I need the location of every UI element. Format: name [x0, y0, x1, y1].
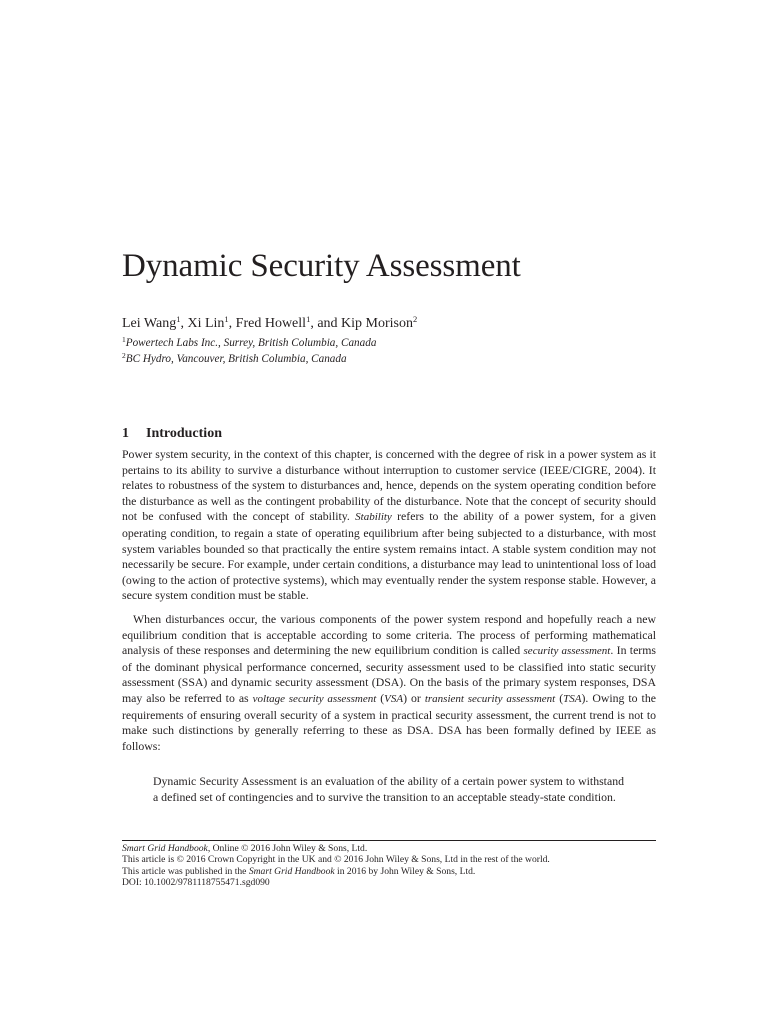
footer-doi: DOI: 10.1002/9781118755471.sgd090 — [122, 877, 270, 889]
paragraph-text: ). Owing to the requirements of ensuring overall security of a system in practical security assessment, the current trend is not to make such distinctions by generally referring to these as DSA. DSA has been formally defined by IEEE as follows: — [122, 690, 656, 753]
article-title: Dynamic Security Assessment — [122, 248, 521, 284]
author-name: Fred Howell — [235, 316, 307, 331]
body-paragraph-2 — [122, 612, 656, 754]
paragraph-text: ( — [376, 690, 385, 705]
page-footer — [122, 843, 656, 889]
paragraph-text: refers to the ability of a power system, for a given operating condition, to regain a state of operating equilibrium after being subjected to a disturbance, with most system variables bounded so that practically the entire system remains intact. A stable system condition may not necessarily be secure. For example, under certain conditions, a disturbance may lead to unintentional loss of load (owing to the action of protective systems), which may eventually render the system response stable. However, a secure system condition must be stable. — [122, 509, 656, 603]
author-name: Kip Morison — [341, 316, 413, 331]
affiliation-marker: 1 — [306, 314, 311, 324]
paragraph-text: Power system security, in the context of this chapter, is concerned with the degree of risk in a power system as it pertains to its ability to survive a disturbance without interruption to customer service (IEEE/CIGRE, 2004). It relates to robustness of the system to disturbances and, hence, depends on the system operating condition before the disturbance as well as the contingent probability of the disturbance. Note that the concept of security should not be confused with the concept of stability. — [122, 447, 656, 524]
author-name: Xi Lin — [187, 316, 225, 331]
affiliation-text: BC Hydro, Vancouver, British Columbia, Canada — [125, 353, 347, 365]
paragraph-text: When disturbances occur, the various components of the power system respond and hopefully reach a new equilibrium condition that is acceptable according to some criteria. The process of performing mathematical analysis of these responses and determining the new equilibrium condition is called — [122, 612, 656, 658]
author-separator: , — [180, 316, 188, 331]
affiliation-mark: 2 — [122, 351, 126, 360]
affiliation-1 — [122, 336, 376, 350]
paragraph-text: . In terms of the dominant physical performance concerned, security assessment used to be classified into static security assessment (SSA) and dynamic security assessment (DSA). On the basis of the primary system responses, DSA may also be referred to as — [122, 643, 657, 705]
affiliation-text: Powertech Labs Inc., Surrey, British Columbia, Canada — [125, 337, 377, 349]
footer-text: , Online © 2016 John Wiley & Sons, Ltd. — [207, 843, 368, 854]
section-heading — [122, 425, 222, 443]
paragraph-text: ) or — [403, 690, 425, 705]
footer-text: This article was published in the — [122, 865, 249, 877]
author-separator: , — [228, 316, 236, 331]
italic-term: security assessment — [523, 645, 611, 658]
definition-quote: Dynamic Security Assessment is an evaluation of the ability of a certain power system to withstand a defined set of contingencies and to survive the transition to an acceptable steady-state condition. — [153, 774, 624, 804]
italic-term: Stability — [355, 511, 392, 524]
italic-term: voltage security assessment — [252, 692, 377, 705]
footer-line-2: This article is © 2016 Crown Copyright in the UK and © 2016 John Wiley & Sons, Ltd in the rest of the world. — [122, 854, 550, 866]
affiliation-marker: 2 — [412, 314, 418, 324]
affiliation-marker: 1 — [176, 314, 181, 324]
footer-text: in 2016 by John Wiley & Sons, Ltd. — [334, 865, 476, 877]
section-title: Introduction — [146, 426, 222, 441]
footer-rule — [122, 840, 656, 841]
italic-term: TSA — [563, 692, 582, 705]
author-list — [122, 315, 417, 333]
author-name: Lei Wang — [122, 316, 177, 331]
italic-term: VSA — [384, 692, 404, 705]
affiliation-marker: 1 — [224, 314, 229, 324]
book-title: Smart Grid Handbook — [248, 865, 335, 877]
affiliation-mark: 1 — [122, 335, 126, 344]
author-separator: , and — [310, 316, 342, 331]
book-title: Smart Grid Handbook — [122, 843, 208, 854]
italic-term: transient security assessment — [424, 692, 556, 705]
section-number: 1 — [122, 426, 129, 441]
body-paragraph-1 — [122, 447, 656, 604]
affiliation-2 — [122, 352, 347, 366]
paragraph-text: ( — [555, 690, 564, 705]
footer-line-1 — [122, 843, 656, 854]
footer-line-3 — [122, 866, 656, 877]
